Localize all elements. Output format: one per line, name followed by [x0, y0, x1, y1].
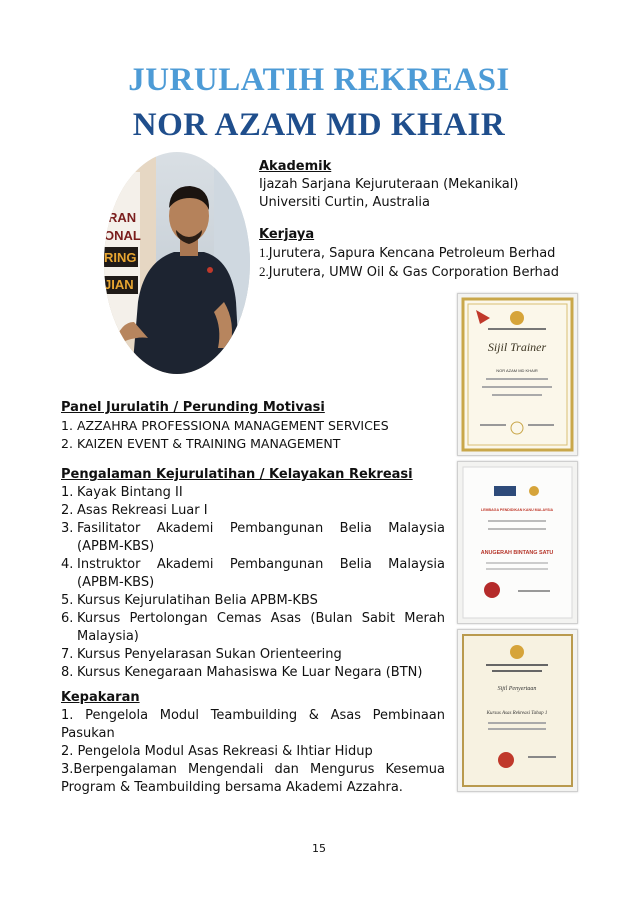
trainer-name: NOR AZAM MD KHAIR: [132, 107, 506, 143]
list-item: 1. AZZAHRA PROFESSIONA MANAGEMENT SERVICES: [61, 418, 389, 433]
certificate-body: Kursus Asas Rekreasi Tahap 1: [486, 711, 548, 716]
pengalaman-heading: Pengalaman Kejurulatihan / Kelayakan Rekreasi: [61, 467, 413, 482]
list-item: 3. Fasilitator Akademi Pembangunan Belia Malaysia (APBM-KBS): [61, 521, 445, 554]
akademik-section: [259, 158, 589, 212]
kepakaran-heading: Kepakaran: [61, 690, 140, 705]
banner-text-2: ONAL: [104, 228, 141, 243]
kerjaya-heading: Kerjaya: [259, 227, 315, 242]
certificate-title: Sijil Trainer: [487, 340, 547, 354]
page-number: 15: [312, 842, 326, 855]
kerjaya-item: 2.Jurutera, UMW Oil & Gas Corporation Berhad: [259, 264, 560, 280]
list-item: 8. Kursus Kenegaraan Mahasiswa Ke Luar Negara (BTN): [61, 665, 423, 680]
panel-section: [61, 399, 421, 453]
certificate-image: [458, 462, 577, 623]
list-item: 5. Kursus Kejurulatihan Belia APBM-KBS: [61, 593, 318, 608]
list-item: 7. Kursus Penyelarasan Sukan Orienteering: [61, 647, 342, 662]
akademik-line: Universiti Curtin, Australia: [259, 195, 431, 210]
list-item: 4. Instruktor Akademi Pembangunan Belia Malaysia (APBM-KBS): [61, 557, 445, 590]
trainer-photo: [104, 152, 250, 374]
kerjaya-section: [259, 226, 599, 282]
list-item: 2. Asas Rekreasi Luar I: [61, 503, 208, 518]
banner-text-4: JIAN: [104, 277, 134, 292]
banner-text-3: RING: [104, 250, 137, 265]
kepakaran-item: 3.Berpengalaman Mengendali dan Mengurus Kesemua Program & Teambuilding bersama Akademi Azzahra.: [61, 762, 445, 795]
akademik-line: Ijazah Sarjana Kejuruteraan (Mekanikal): [259, 177, 519, 192]
kepakaran-item: 1. Pengelola Modul Teambuilding & Asas Pembinaan Pasukan: [61, 708, 445, 741]
pengalaman-section: [61, 466, 445, 682]
akademik-heading: Akademik: [259, 159, 332, 174]
certificate-image: [458, 630, 577, 791]
trainer-portrait-illustration: [104, 152, 250, 374]
list-item: 2. KAIZEN EVENT & TRAINING MANAGEMENT: [61, 436, 341, 451]
banner-text-1: RAN: [108, 210, 137, 225]
certificate-title: ANUGERAH BINTANG SATU: [480, 550, 554, 556]
certificate-penyertaan: [457, 629, 578, 792]
kepakaran-item: 2. Pengelola Modul Asas Rekreasi & Ihtiar Hidup: [61, 744, 373, 759]
list-item: 6. Kursus Pertolongan Cemas Asas (Bulan Sabit Merah Malaysia): [61, 611, 445, 644]
certificate-image: [458, 294, 577, 455]
page-title: JURULATIH REKREASI: [128, 62, 510, 98]
kepakaran-section: [61, 689, 445, 797]
certificate-name: NOR AZAM MD KHAIR: [496, 368, 538, 373]
certificate-header: LEMBAGA PENDIDIKAN KANU MALAYSIA: [480, 508, 554, 512]
panel-heading: Panel Jurulatih / Perunding Motivasi: [61, 400, 325, 415]
certificate-title: Sijil Penyertaan: [497, 686, 537, 692]
certificate-trainer: [457, 293, 578, 456]
kerjaya-item: 1.Jurutera, Sapura Kencana Petroleum Berhad: [259, 245, 556, 261]
certificate-bintang: [457, 461, 578, 624]
list-item: 1. Kayak Bintang II: [61, 485, 183, 500]
